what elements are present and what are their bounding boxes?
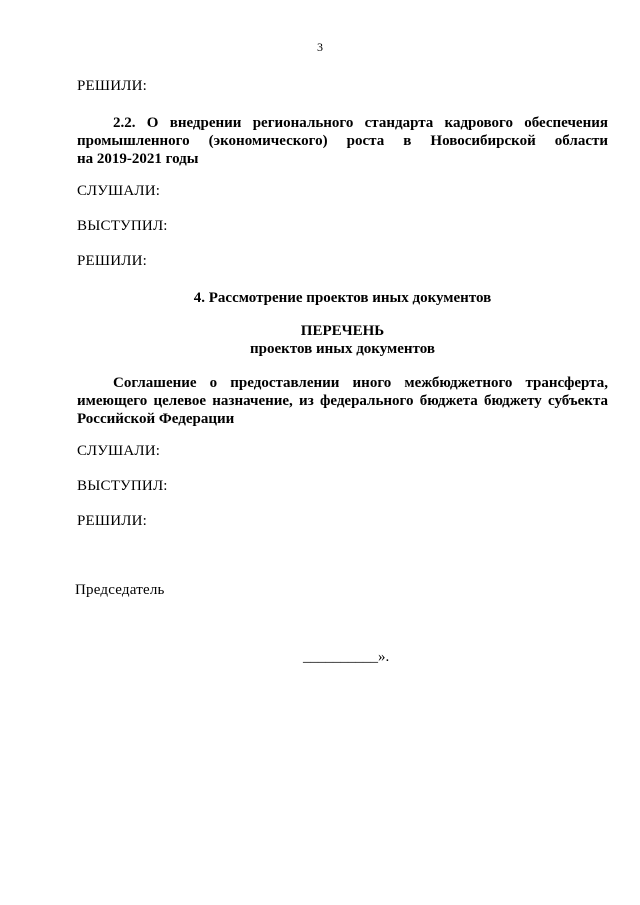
item-2-2-paragraph: [77, 114, 608, 168]
chairman-label: Председатель: [75, 582, 165, 598]
list-title: ПЕРЕЧЕНЬ: [300, 323, 385, 339]
decided-label-1: РЕШИЛИ:: [77, 78, 148, 94]
heard-label-2: СЛУШАЛИ:: [77, 443, 161, 459]
section-4-heading: 4. Рассмотрение проектов иных документов: [193, 290, 492, 306]
item-2-2-line-3: на 2019-2021 годы: [77, 151, 199, 167]
decided-label-3: РЕШИЛИ:: [77, 513, 148, 529]
item-2-2-line-2: промышленного (экономического) роста в Новосибирской области: [77, 133, 608, 149]
agreement-line-2: имеющего целевое назначение, из федерального бюджета бюджету субъекта: [77, 393, 608, 409]
spoke-label-2: ВЫСТУПИЛ:: [77, 478, 168, 494]
agreement-paragraph: [77, 374, 608, 428]
item-2-2-line-1: 2.2. О внедрении регионального стандарта кадрового обеспечения: [113, 115, 608, 131]
closing-signature-line: __________».: [303, 649, 390, 665]
spoke-label-1: ВЫСТУПИЛ:: [77, 218, 168, 234]
heard-label-1: СЛУШАЛИ:: [77, 183, 161, 199]
agreement-line-1: Соглашение о предоставлении иного межбюджетного трансферта,: [113, 375, 608, 391]
list-subtitle: проектов иных документов: [250, 341, 435, 357]
agreement-line-3: Российской Федерации: [77, 411, 235, 427]
page-number: 3: [317, 40, 323, 54]
decided-label-2: РЕШИЛИ:: [77, 253, 148, 269]
